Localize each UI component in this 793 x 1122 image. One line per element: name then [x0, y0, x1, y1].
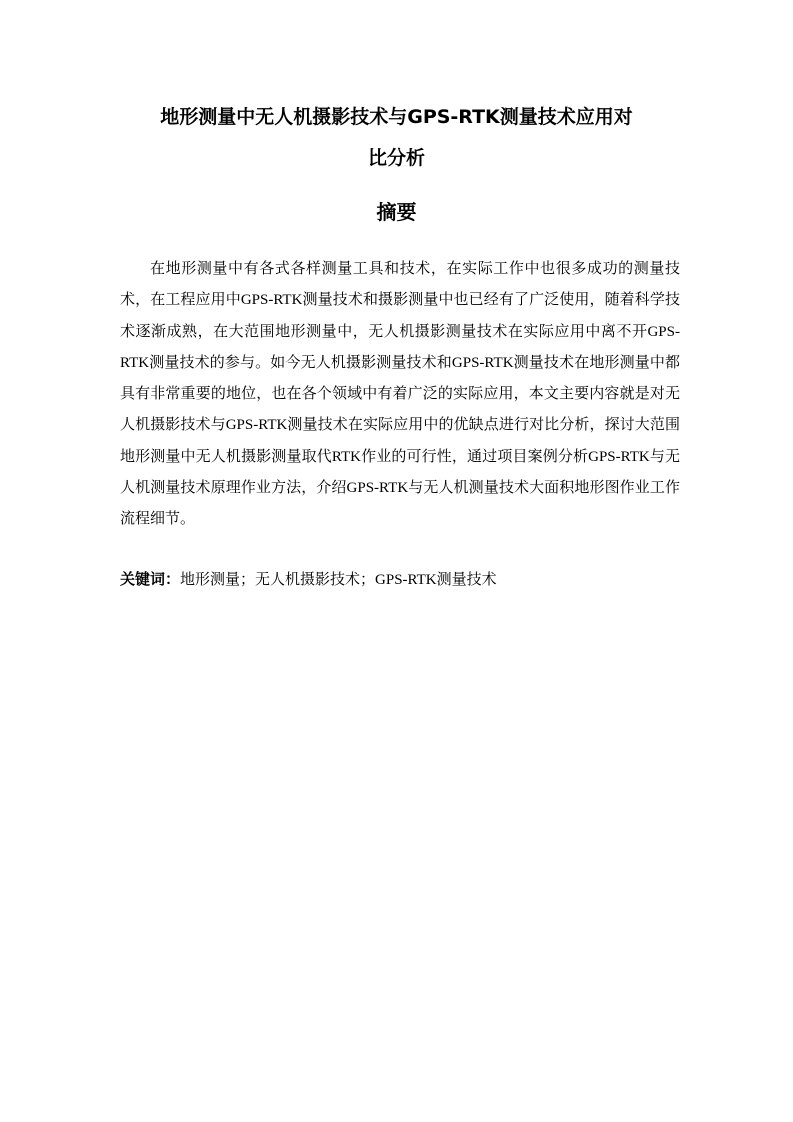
abstract-body: 在地形测量中有各式各样测量工具和技术，在实际工作中也很多成功的测量技术，在工程应用中GPS-RTK测量技术和摄影测量中也已经有了广泛使用，随着科学技术逐渐成熟，在大范围地形测量中，无人机摄影测量技术在实际应用中离不开GPS-RTK测量技术的参与。如今无人机摄影测量技术和GPS-RTK测量技术在地形测量中都具有非常重要的地位，也在各个领域中有着广泛的实际应用，本文主要内容就是对无人机摄影技术与GPS-RTK测量技术在实际应用中的优缺点进行对比分析，探讨大范围地形测量中无人机摄影测量取代RTK作业的可行性，通过项目案例分析GPS-RTK与无人机测量技术原理作业方法，介绍GPS-RTK与无人机测量技术大面积地形图作业工作流程细节。 — [120, 261, 680, 528]
abstract-heading: 摘要 — [376, 200, 417, 224]
document-title-line-2: 比分析 — [367, 147, 425, 169]
keywords-label: 关键词： — [120, 570, 181, 588]
document-title-line-1: 地形测量中无人机摄影技术与GPS-RTK测量技术应用对 — [160, 106, 633, 128]
keywords-value: 地形测量；无人机摄影技术；GPS-RTK测量技术 — [180, 572, 497, 588]
keywords-line — [120, 565, 680, 594]
